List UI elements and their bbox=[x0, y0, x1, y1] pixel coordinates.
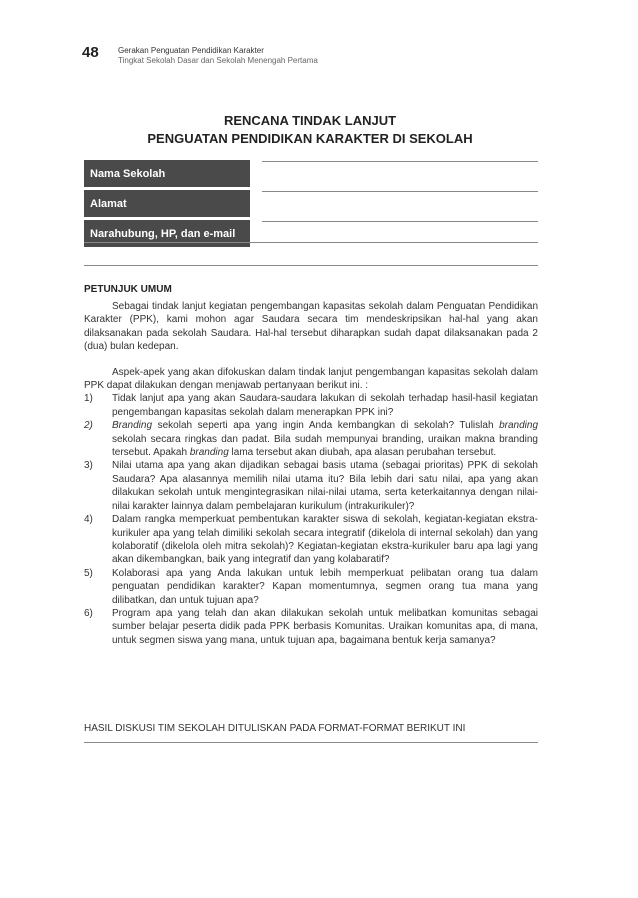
question-item bbox=[84, 419, 538, 459]
school-info-form bbox=[84, 160, 538, 250]
branding-term: branding bbox=[189, 447, 229, 459]
form-row-address bbox=[84, 190, 538, 217]
question-item bbox=[84, 567, 538, 607]
question-number: 2) bbox=[84, 420, 93, 432]
question-text bbox=[112, 419, 538, 459]
question-text: Dalam rangka memperkuat pembentukan karakter siswa di sekolah, kegiatan-kegiatan ekstra-kurikuler apa yang telah dimiliki sekolah secara integratif (dikelola di internal sekolah) dan yang kolaboratif (dikelola oleh mitra sekolah)? Kegiatan-kegiatan ekstra-kurikuler baru apa lagi yang akan dikembangkan, baik yang integratif dan yang kolabaratif? bbox=[112, 514, 538, 566]
question-number: 3) bbox=[84, 460, 93, 472]
instructions-paragraph-2: Aspek-apek yang akan difokuskan dalam tindak lanjut pengembangan kapasitas sekolah dalam PPK dapat dilakukan dengan menjawab pertanyaan berikut ini. : bbox=[84, 366, 538, 392]
question-item bbox=[84, 513, 538, 567]
title-line-1: RENCANA TINDAK LANJUT bbox=[223, 113, 397, 128]
contact-field[interactable] bbox=[262, 221, 538, 248]
question-text-segment: sekolah seperti apa yang ingin Anda kembangkan di sekolah? Tulislah bbox=[152, 420, 500, 432]
closing-instruction: HASIL DISKUSI TIM SEKOLAH DITULISKAN PADA FORMAT-FORMAT BERIKUT INI bbox=[84, 723, 466, 734]
branding-term: branding bbox=[499, 420, 538, 432]
question-item bbox=[84, 607, 538, 647]
question-text: Nilai utama apa yang akan dijadikan sebagai basis utama (sebagai prioritas) PPK di sekolah Saudara? Apa alasannya memilih nilai utama itu? Bila lebih dari satu nilai, apa yang akan dilakukan sekolah untuk mengintegrasikan nilai-nilai utama, serta keterkaitannya dengan nilai-nilai karakter lainnya dalam pembelajaran kurikulum (intrakurikuler)? bbox=[112, 460, 538, 512]
question-item bbox=[84, 459, 538, 513]
instructions-paragraph-1: Sebagai tindak lanjut kegiatan pengembangan kapasitas sekolah dalam Penguatan Pendidikan Karakter (PPK), kami mohon agar Saudara secara tim mendeskripsikan hal-hal yang akan dilaksanakan pada sekolah Saudara. Hal-hal tersebut diharapkan sudah dapat dilaksanakan pada 2 (dua) bulan kedepan. bbox=[84, 301, 538, 353]
school-name-label: Nama Sekolah bbox=[84, 160, 250, 187]
running-header-subtitle: Tingkat Sekolah Dasar dan Sekolah Menengah Pertama bbox=[118, 56, 318, 65]
running-header bbox=[118, 46, 318, 66]
question-text: Tidak lanjut apa yang akan Saudara-saudara lakukan di sekolah terhadap hasil-hasil kegiatan pengembangan kapasitas sekolah dalam menerapkan PPK ini? bbox=[112, 393, 538, 418]
title-line-2: PENGUATAN PENDIDIKAN KARAKTER DI SEKOLAH bbox=[147, 131, 473, 147]
closing-divider bbox=[84, 742, 538, 743]
question-item bbox=[84, 392, 538, 419]
form-bottom-divider bbox=[84, 242, 538, 243]
branding-term: Branding bbox=[112, 420, 153, 432]
question-number: 4) bbox=[84, 514, 93, 526]
address-field[interactable] bbox=[262, 191, 538, 218]
question-text-segment: sekolah secara ringkas dan padat. Bila sudah mempunyai branding, uraikan makna branding tersebut. Apakah bbox=[112, 433, 538, 459]
question-number: 1) bbox=[84, 393, 93, 405]
instructions-heading: PETUNJUK UMUM bbox=[84, 284, 172, 295]
section-divider bbox=[84, 265, 538, 266]
form-row-school-name bbox=[84, 160, 538, 187]
question-number: 6) bbox=[84, 607, 93, 619]
question-text: Kolaborasi apa yang Anda lakukan untuk lebih memperkuat pelibatan orang tua dalam penguatan pendidikan karakter? Kapan momentumnya, segmen orang tua mana yang dilibatkan, dan untuk tujuan apa? bbox=[112, 567, 538, 606]
question-number: 5) bbox=[84, 567, 93, 579]
question-text-segment: lama tersebut akan diubah, apa alasan perubahan tersebut. bbox=[228, 447, 497, 459]
question-text: Program apa yang telah dan akan dilakukan sekolah untuk melibatkan komunitas sebagai sumber belajar peserta didik pada PPK berbasis Komunitas. Uraikan komunitas apa, di mana, untuk segmen siswa yang mana, untuk tujuan apa, bagaimana bentuk kerja samanya? bbox=[112, 607, 538, 646]
contact-label: Narahubung, HP, dan e-mail bbox=[84, 220, 250, 247]
document-title bbox=[82, 112, 538, 148]
page-number: 48 bbox=[82, 44, 99, 61]
address-label: Alamat bbox=[84, 190, 250, 217]
running-header-title: Gerakan Penguatan Pendidikan Karakter bbox=[118, 46, 264, 55]
instructions-body bbox=[84, 300, 538, 647]
school-name-field[interactable] bbox=[262, 161, 538, 188]
question-list bbox=[84, 392, 538, 647]
